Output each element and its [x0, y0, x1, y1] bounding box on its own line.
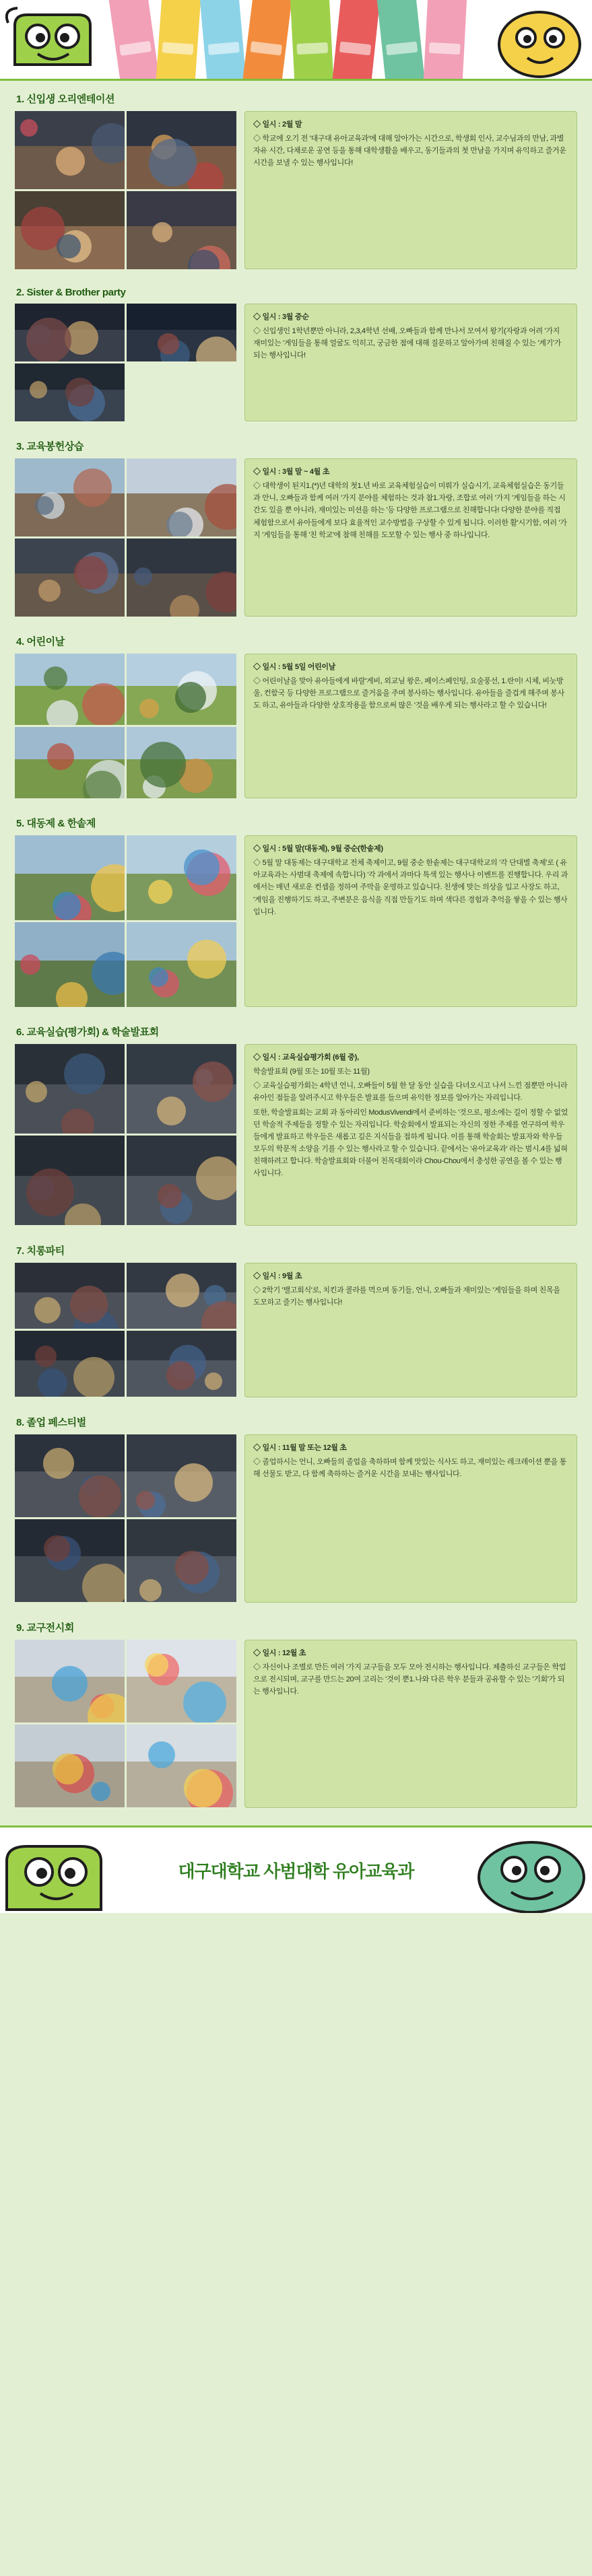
section-title: 4. 어린이날	[16, 636, 65, 648]
crayon-pink-2	[424, 0, 467, 81]
photo-grid	[15, 654, 236, 798]
sections-container	[0, 81, 592, 1808]
event-photo	[127, 1044, 236, 1134]
section-body	[15, 1640, 577, 1808]
event-section	[15, 1024, 577, 1226]
crayon-teal	[376, 0, 425, 81]
event-photo	[127, 1725, 236, 1807]
crayon-pink	[108, 0, 160, 81]
department-name: 대구대학교 사범대학 유아교육과	[178, 1861, 414, 1881]
event-photo	[15, 727, 125, 798]
event-photo	[15, 111, 125, 189]
event-section	[15, 92, 577, 269]
event-photo	[127, 1434, 236, 1517]
event-photo	[127, 835, 236, 920]
description-line: 또한, 학술발표회는 교회 과 동아리인 ModusVivendi에서 준비하는 '것으로, 평소에는 길이 정할 수 없었던 학술적 주제들을 정할 수 있는 자리입니다. 학술회에서 발표되는 자신의 정한 주제를 연구하여 학우들에게 발표하고 학우들은 새롭고 깊은 지식들을 접하게 됩니다. 이를 통해 학술회는 발표자와 학우들 모두의 학문적 소양을 기를 수 있는 행사라고 할 수 있습니다. 끝에서는 '유아교육과' 라는 범시.4를 넓혀 친해하려고 합니다. 학술발표회와 더불어 친목대회이라 Chou-Chou에서 충성한 공연을 볼 수 있는 행사입니다.	[253, 1108, 568, 1178]
event-photo	[15, 1519, 125, 1602]
event-description	[244, 458, 577, 617]
event-photo	[127, 538, 236, 617]
cartoon-character-left-icon	[3, 3, 104, 78]
section-title: 3. 교육봉헌상습	[16, 441, 84, 452]
description-line: ◇ 교육실습평가회는 4학년 언니, 오빠들이 5월 한 달 동안 실습을 다녀오시고 나서 느낀 점뿐만 아니라 유아인 점들을 알려주시고 학우들은 발표를 들으며 유익한 정보를 알아가는 자리입니다.	[253, 1082, 568, 1103]
description-line: ◇ 자신이나 조별로 만든 여러 '가지 교구들을 모두 모아 전시하는 행사입니다. 제출하신 교구들은 학업으로 전시되며, 교구를 만드는 20여 고리는 '것이 뿐1.나와 다른 학우 분들과 공유할 수 있는 '기회'가 되는 행사입니다.	[253, 1663, 566, 1696]
description-line: ◇ 일시 : 9월 초	[253, 1272, 302, 1280]
description-line: ◇ 일시 : 5월 5일 어린이날	[253, 663, 336, 671]
description-line: ◇ 졸업하시는 언니, 오빠들의 졸업을 축하하며 함께 맛있는 식사도 하고, 재미있는 레크레이션 뿐을 통해 선물도 받고, 다 함께 축하하는 즐거운 시간을 보내는 행사입니다.	[253, 1458, 567, 1479]
event-photo	[15, 1434, 125, 1517]
description-line: ◇ 학교에 오기 전 '대구대 유아교육과'에 대해 알아가는 시간으로, 학생회 인사, 교수님과의 만남, 과별 자유 시간, 다채로운 공연 등을 통해 대학생활을 배우고, 동기들과의 첫 만남을 가지며 유익하고 즐거운 시간을 보낼 수 있는 행사입니다!	[253, 135, 566, 168]
section-body	[15, 654, 577, 798]
photo-grid	[15, 1044, 236, 1225]
top-decorative-banner	[0, 0, 592, 81]
description-line: ◇ 일시 : 3월 말 ~ 4월 초	[253, 468, 330, 476]
event-photo	[15, 363, 125, 421]
section-body	[15, 1434, 577, 1603]
event-description	[244, 835, 577, 1007]
description-line: ◇ 일시 : 5월 말(대동제), 9월 중순(한솥제)	[253, 845, 383, 853]
event-description	[244, 1434, 577, 1603]
event-description	[244, 1263, 577, 1397]
section-title: 8. 졸업 페스티벌	[16, 1417, 86, 1428]
event-photo	[127, 727, 236, 798]
event-photo	[127, 654, 236, 725]
event-photo	[127, 458, 236, 536]
footer-character-right-icon	[464, 1829, 592, 1913]
event-photo	[127, 1263, 236, 1329]
event-photo	[15, 1331, 125, 1397]
description-line: ◇ 5월 말 대동제는 대구대학교 전체 축제이고, 9월 중순 한솥제는 대구대학교의 '각 단대별 축제'로 ( 유아교육과는 사범대 축제에 속합니다) '각 과에서 과마다 특색 있는 행사나 이벤트를 진행합니다. 우리 과에서는 매년 새로운 컨셉을 정하여 주막을 운영하고 있습니다. 친생에 맞는 의상을 입고 사장도 하고, '게임을 진행하기도 하고, 주변분은 음식을 직접 만들기도 하며 색다른 경험과 추억을 쌓을 수 있는 행사입니다.	[253, 859, 568, 916]
event-description	[244, 654, 577, 798]
crayon-blue	[199, 0, 246, 81]
description-line: ◇ 일시 : 교육실습평가회 (6월 중),	[253, 1053, 359, 1061]
event-section	[15, 439, 577, 617]
event-photo	[127, 1640, 236, 1722]
event-photo	[127, 922, 236, 1007]
crayon-red	[332, 0, 381, 81]
description-line: ◇ 대학생이 된지1.(*)년 대학의 첫1.년 바로 교육체험실습이 미뤄가 실습시기, 교육체험실습은 동기들과 안니, 오빠들과 함께 여러 '가지 분야를 체험하는 것과 참1.자랑, 조합로 여러 '가지 '게임들을 하는 시간도 있을 뿐 아니라, 재미있는 미션을 하는 '등 다양한 프로그램으로 친해합니다! 다양한 분야를 직접 체험함으로서 유아들에게 보다 효율적인 교수방법을 구상할 수 있게 됩니다. 이러한 활'시기함, 여러 '가지 '게임들을 통해 '친 학교'에 참해 친해를 도모할 수 있는 행사 중 하나입니다.	[253, 482, 567, 539]
section-title: 1. 신입생 오리엔테이션	[16, 94, 115, 105]
section-title: 6. 교육실습(평가회) & 학술발표회	[16, 1026, 159, 1038]
crayon-orange	[242, 0, 292, 81]
description-line: ◇ 어린이날을 맞아 유아들에게 바랄'게비, 외교님 왕은, 페이스페인팅, 요술풍선, 1.란이! 시체, 비눗방울, 컨함국 등 다양한 프로그램으로 즐거움을 주며 봉사하는 행사입니다. 유아들을 즐겁게 해주며 봉사도 하고, 유아들과 다양한 상호작용을 함으로써 많은 '것을 배우게 되는 행사라고 할 수 있습니다!	[253, 677, 564, 710]
description-line: ◇ 일시 : 11월 말 또는 12월 초	[253, 1444, 347, 1452]
photo-grid	[15, 111, 236, 269]
cartoon-character-right-icon	[488, 3, 589, 78]
section-body	[15, 458, 577, 617]
section-title: 5. 대동제 & 한솥제	[16, 818, 96, 829]
section-title: 9. 교구전시회	[16, 1622, 74, 1634]
event-photo	[15, 835, 125, 920]
event-section	[15, 1243, 577, 1397]
section-body	[15, 835, 577, 1007]
event-description	[244, 304, 577, 421]
event-photo	[15, 1640, 125, 1722]
event-photo	[15, 922, 125, 1007]
event-photo	[15, 1725, 125, 1807]
description-line: ◇ 일시 : 3월 중순	[253, 313, 309, 321]
event-description	[244, 1640, 577, 1808]
event-section	[15, 287, 577, 421]
event-photo	[127, 1519, 236, 1602]
event-photo	[15, 304, 125, 361]
section-body	[15, 1044, 577, 1226]
crayon-yellow	[156, 0, 201, 81]
event-section	[15, 1415, 577, 1603]
section-body	[15, 111, 577, 269]
section-title: 7. 치롱파티	[16, 1245, 65, 1257]
section-body	[15, 1263, 577, 1397]
event-description	[244, 111, 577, 269]
event-photo	[127, 191, 236, 269]
footer-banner	[0, 1825, 592, 1913]
section-title: 2. Sister & Brother party	[16, 287, 126, 298]
event-section	[15, 816, 577, 1007]
description-line: ◇ 신입생인 1학년뿐만 아니라, 2,3,4학년 선배, 오빠들과 함께 만나서 모여서 왕기(자랑과 어려 '가지 재미있는 '게임들을 통해 얼굴도 익히고, 궁금한 점에 대해 질문하고 알아가며 친해질 수 있는 '계기'가 되는 행사입니다!	[253, 327, 562, 360]
description-line: ◇ 일시 : 12월 초	[253, 1649, 306, 1657]
photo-grid	[15, 458, 236, 617]
section-body	[15, 304, 577, 421]
description-line: ◇ 2학기 '밸고회식'로, 치킨과 콜라를 먹으며 동기들, 언니, 오빠들과 재미있는 '게임들을 하며 친목을 도모하고 즐기는 행사입니다!	[253, 1286, 560, 1307]
event-photo	[127, 1136, 236, 1225]
event-photo	[15, 191, 125, 269]
event-photo	[127, 111, 236, 189]
event-photo	[15, 1263, 125, 1329]
event-description	[244, 1044, 577, 1226]
event-photo	[15, 1136, 125, 1225]
description-line: 학술발표회 (9월 또는 10월 또는 11월)	[253, 1068, 370, 1076]
photo-grid	[15, 1434, 236, 1602]
event-photo	[15, 654, 125, 725]
description-line: ◇ 일시 : 2월 말	[253, 120, 302, 129]
event-photo	[127, 304, 236, 361]
event-photo	[15, 458, 125, 536]
event-photo	[15, 1044, 125, 1134]
event-section	[15, 634, 577, 798]
crayon-green	[290, 0, 334, 81]
photo-grid	[15, 835, 236, 1007]
event-section	[15, 1620, 577, 1808]
photo-grid	[15, 1263, 236, 1397]
photo-grid	[15, 304, 236, 421]
event-photo	[15, 538, 125, 617]
footer-character-left-icon	[0, 1829, 128, 1913]
event-photo	[127, 1331, 236, 1397]
photo-grid	[15, 1640, 236, 1807]
